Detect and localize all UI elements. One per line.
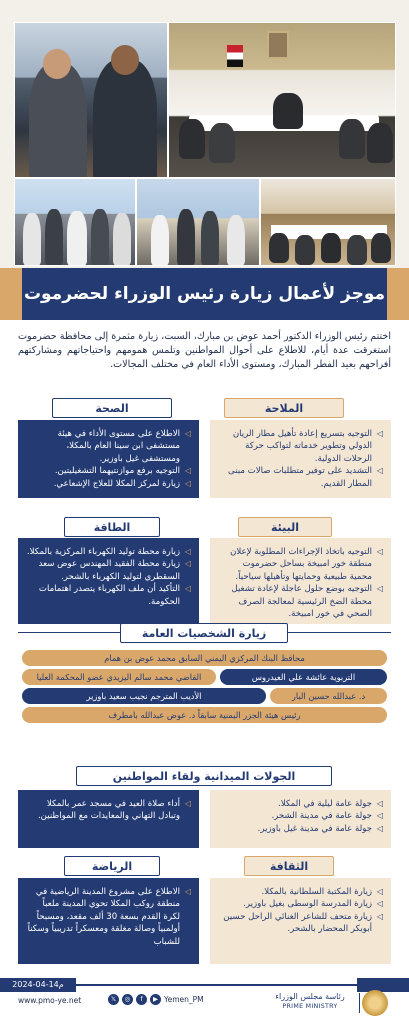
environment-box [210,538,391,624]
environment-item: ◁ التوجيه بوضع حلول عاجلة لإعادة تشغيل محطة الضخ الرئيسية لمعالجة الصرف الصحي في خور امبيخة. [218,583,383,620]
personalities-heading: زيارة الشخصيات العامة [120,623,288,643]
culture-item: ◁ زيارة المدرسة الوسطى بغيل باوزير. [218,898,383,910]
personality-row: د. عبدالله حسين البار [270,688,387,704]
field-tours-left-box [18,790,199,848]
culture-box [210,878,391,964]
energy-heading: الطاقة [64,517,160,537]
sports-heading: الرياضة [64,856,160,876]
logo-english: PRIME MINISTRY [282,1003,338,1010]
navigation-item: ◁ التوجيه بتسريع إعادة تأهيل مطار الريان الدولي وتطوير خدماته لتواكب حركة الرحلات الدولية. [218,428,383,465]
sports-item: ◁ الاطلاع على مشروع المدينة الرياضية في منطقة روكب المكلا تحوي المدينة ملعباً لكرة القدم بسعة 30 ألف مقعد، ومسبحاً أولمبياً وصالة مغلقة ومعسكراً تدريبياً وسكناً للشباب [26,886,191,948]
field-tour-item: ◁ جولة عامة في مدينة الشحر. [218,810,383,822]
instagram-icon[interactable]: ◎ [122,994,133,1005]
field-tours-right-box [210,790,391,848]
health-heading: الصحة [52,398,172,418]
photo-walk [136,178,260,266]
photo-collage [0,0,409,268]
youtube-icon[interactable]: ▶ [150,994,161,1005]
personality-row: الأديب المترجم نجيب سعيد باوزير [22,688,266,704]
culture-item: ◁ زيارة متحف للشاعر الغنائي الراحل حسين أبوبكر المحضار بالشحر. [218,911,383,936]
field-tour-item: ◁ جولة عامة ليلية في المكلا. [218,798,383,810]
health-box [18,420,199,498]
field-tour-item: ◁ أداء صلاة العيد في مسجد عمر بالمكلا وتبادل التهاني والمعايدات مع المواطنين. [26,798,191,823]
health-item: ◁ التوجيه برفع موازنتيهما التشغيليتين. [26,465,191,477]
environment-item: ◁ التوجيه باتخاذ الإجراءات المطلوبة لإعلان منطقة خور امبيخة بساحل حضرموت محمية طبيعية وحمايتها وتأهيلها سياحياً. [218,546,383,583]
logo-divider [359,993,360,1013]
navigation-heading: الملاحة [224,398,344,418]
photo-crowd [14,178,136,266]
logo-arabic: رئاسة مجلس الوزراء [275,992,345,1001]
photo-hall [260,178,396,266]
intro-paragraph: اختتم رئيس الوزراء الدكتور أحمد عوض بن مبارك، السبت، زيارة مثمرة إلى محافظة حضرموت استغرقت عدة أيام، للاطلاع على أحوال المواطنين وتلمس همومهم واحتياجاتهم ومشاركتهم أفراحهم بعيد الفطر المبارك، ومستوى الأداء العام في مختلف المجالات. [18,331,391,370]
energy-item: ◁ التأكيد أن ملف الكهرباء يتصدر اهتمامات الحكومة. [26,583,191,608]
energy-item: ◁ زيارة محطة توليد الكهرباء المركزية بالمكلا. [26,546,191,558]
health-item: ◁ زيارة لمركز المكلا للعلاج الإشعاعي. [26,478,191,490]
navigation-box [210,420,391,498]
prime-ministry-logo-text [262,992,358,1012]
energy-box [18,538,199,624]
personality-row: رئيس هيئة الجزر اليمنية سابقاً د. عوض عبدالله بامطرف [22,707,387,723]
facebook-icon[interactable]: f [136,994,147,1005]
social-links [108,994,204,1005]
personality-row: محافظ البنك المركزي اليمني السابق محمد عوض بن همام [22,650,387,666]
personality-row: التربوية عائشة علي العيدروس [220,669,387,685]
website-link[interactable]: www.pmo-ye.net [18,996,82,1005]
sports-box [18,878,199,964]
environment-heading: البيئة [238,517,332,537]
photo-meeting [168,22,396,178]
culture-heading: الثقافة [244,856,334,876]
social-handle: Yemen_PM [164,995,204,1004]
photo-handshake [14,22,168,178]
field-tour-item: ◁ جولة عامة في مدينة غيل باوزير. [218,823,383,835]
culture-item: ◁ زيارة المكتبة السلطانية بالمكلا. [218,886,383,898]
national-emblem-icon [362,990,388,1016]
navigation-item: ◁ التشديد على توفير متطلبات صالات مبنى المطار القديم. [218,465,383,490]
date-badge: 2024-04-14م [0,978,76,992]
field-tours-heading: الجولات الميدانية ولقاء المواطنين [76,766,332,786]
energy-item: ◁ زيارة محطة الفقيد المهندس عوض سعد السقطري لتوليد الكهرباء بالشحر. [26,558,191,583]
personality-row: القاضي محمد سالم اليزيدي عضو المحكمة العليا [22,669,216,685]
x-icon[interactable]: 𝕏 [108,994,119,1005]
page-title: موجز لأعمال زيارة رئيس الوزراء لحضرموت [23,284,386,304]
footer-stripe [357,978,409,992]
title-band [0,268,409,320]
health-item: ◁ الاطلاع على مستوى الأداء في هيئة مستشفى ابن سينا العام بالمكلا، ومستشفى غيل باوزير. [26,428,191,465]
